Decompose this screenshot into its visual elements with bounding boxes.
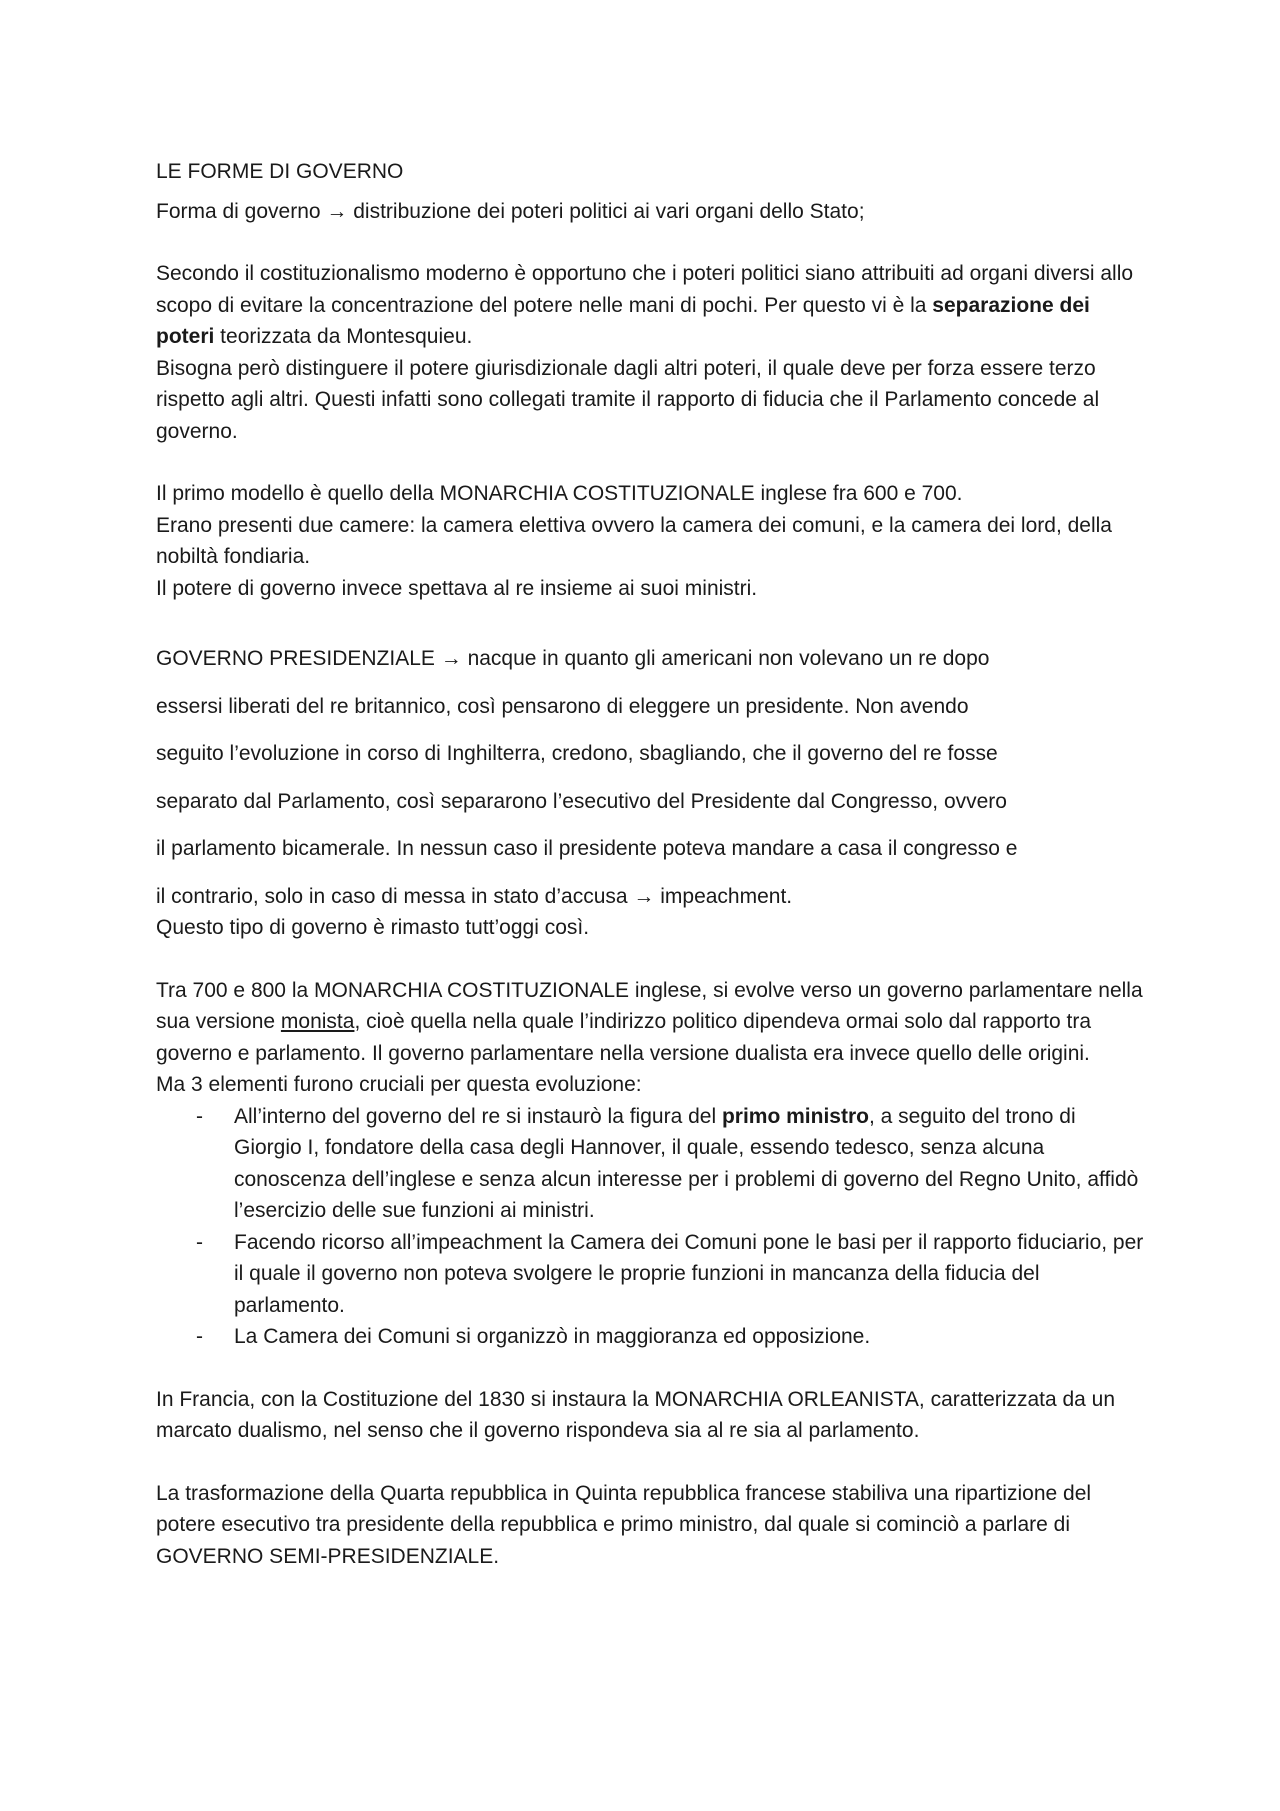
separation-paragraph [156,258,1146,353]
spacer [156,1353,1146,1384]
list-item [156,1227,1146,1322]
spacer [156,227,1146,258]
presidential-line: essersi liberati del re britannico, così pensarono di eleggere un presidente. Non avendo [156,694,969,718]
underlined-term-monista: monista [280,1010,355,1033]
presidential-line: il parlamento bicamerale. In nessun caso il presidente poteva mandare a casa il congresso e [156,837,1018,860]
monarchy-line-3: Il potere di governo invece spettava al re insieme ai suoi ministri. [156,576,758,600]
spacer [156,944,1146,975]
jurisdiction-paragraph: Bisogna però distinguere il potere giurisdizionale dagli altri poteri, il quale deve per forza essere terzo rispetto agli altri. Questi infatti sono collegati tramite il rapporto di fiducia che il Parlamento concede al governo. [156,356,1100,443]
spacer [156,604,1146,635]
document-page [156,156,1146,1572]
evolution-paragraph [156,975,1146,1070]
presidential-section [156,635,1146,912]
presidential-line: separato dal Parlamento, così separarono l’esecutivo del Presidente dal Congresso, ovvero [156,789,1007,813]
presidential-line: GOVERNO PRESIDENZIALE → nacque in quanto gli americani non volevano un re dopo [156,647,990,670]
spacer [156,1447,1146,1478]
item1-bold-term: primo ministro [721,1104,869,1128]
presidential-line: seguito l’evoluzione in corso di Inghilterra, credono, sbagliando, che il governo del re fosse [156,742,998,765]
separation-bold-term: separazione dei poteri [156,293,1090,348]
evolution-intro: Ma 3 elementi furono cruciali per questa evoluzione: [156,1073,642,1096]
france-paragraph: In Francia, con la Costituzione del 1830 si instaura la MONARCHIA ORLEANISTA, caratterizzata da un marcato dualismo, nel senso che il governo rispondeva sia al re sia al parlamento. [156,1387,1116,1442]
dash-bullet: - [196,1325,203,1348]
presidential-closing: Questo tipo di governo è rimasto tutt’oggi così. [156,916,590,939]
evolution-list [156,1101,1146,1353]
item1-text-b: , a seguito del trono di Giorgio I, fondatore della casa degli Hannover, il quale, essendo tedesco, senza alcuna conoscenza dell’inglese e senza alcun interesse per i problemi di governo del Regno Unito, affidò l’esercizio delle sue funzioni ai ministri. [234,1104,1139,1222]
semi-presidential-paragraph: La trasformazione della Quarta repubblica in Quinta repubblica francese stabiliva una ripartizione del potere esecutivo tra presidente della repubblica e primo ministro, dal quale si cominciò a parlare di GOVERNO SEMI-PRESIDENZIALE. [156,1481,1092,1568]
separation-text-b: teorizzata da Montesquieu. [214,325,473,348]
presidential-line: il contrario, solo in caso di messa in stato d’accusa → impeachment. [156,884,793,908]
list-item [156,1321,1146,1353]
monarchy-line-2: Erano presenti due camere: la camera elettiva ovvero la camera dei comuni, e la camera dei lord, della nobiltà fondiaria. [156,513,1112,568]
item2-text: Facendo ricorso all’impeachment la Camera dei Comuni pone le basi per il rapporto fiduciario, per il quale il governo non poteva svolgere le proprie funzioni in mancanza della fiducia del parlamento. [234,1230,1144,1317]
monarchy-line-1: Il primo modello è quello della MONARCHIA COSTITUZIONALE inglese fra 600 e 700. [156,482,963,505]
list-item [156,1101,1146,1227]
item1-text-a: All’interno del governo del re si instaurò la figura del [234,1104,722,1128]
evolution-text-b: , cioè quella nella quale l’indirizzo politico dipendeva ormai solo dal rapporto tra governo e parlamento. Il governo parlamentare nella versione dualista era invece quello delle origini. [156,1010,1092,1065]
separation-text-a: Secondo il costituzionalismo moderno è opportuno che i poteri politici siano attribuiti ad organi diversi allo scopo di evitare la concentrazione del potere nelle mani di pochi. Per questo vi è la [156,262,1134,317]
definition-line: Forma di governo → distribuzione dei poteri politici ai vari organi dello Stato; [156,199,865,223]
dash-bullet: - [196,1104,203,1128]
document-title: LE FORME DI GOVERNO [156,160,404,183]
spacer [156,447,1146,478]
dash-bullet: - [196,1230,203,1254]
evolution-text-a: Tra 700 e 800 la MONARCHIA COSTITUZIONALE inglese, si evolve verso un governo parlamentare nella sua versione [156,978,1143,1033]
item3-text: La Camera dei Comuni si organizzò in maggioranza ed opposizione. [234,1325,871,1348]
